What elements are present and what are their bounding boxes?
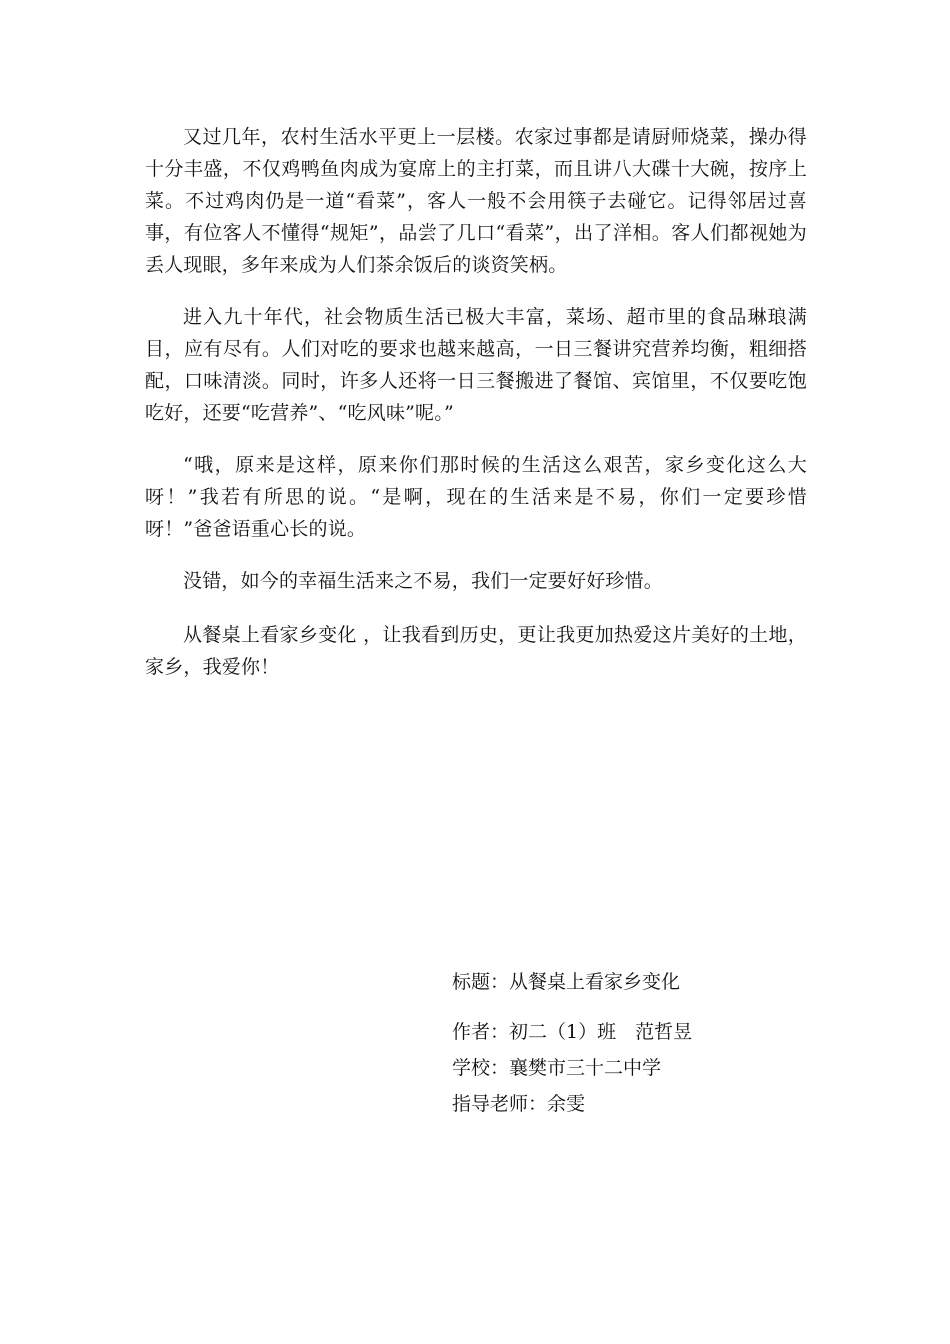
paragraph-5: 从餐桌上看家乡变化 ，让我看到历史，更让我更加热爱这片美好的土地，家乡，我爱你！ xyxy=(145,624,807,678)
essay-teacher: 指导老师：余雯 xyxy=(452,1093,586,1115)
paragraph-1: 又过几年，农村生活水平更上一层楼。农家过事都是请厨师烧菜，操办得十分丰盛，不仅鸡鸭鱼肉成为宴席上的主打菜，而且讲八大碟十大碗，按序上菜。不过鸡肉仍是一道“看菜”，客人一般不会用筷子去碰它。记得邻居过喜事，有位客人不懂得“规矩”，品尝了几口“看菜”，出了洋相。客人们都视她为丢人现眼，多年来成为人们茶余饭后的谈资笑柄。 xyxy=(145,126,807,276)
essay-body xyxy=(145,121,807,703)
meta-spacer xyxy=(452,1000,812,1014)
paragraph-2: 进入九十年代，社会物质生活已极大丰富，菜场、超市里的食品琳琅满目，应有尽有。人们对吃的要求也越来越高，一日三餐讲究营养均衡，粗细搭配，口味清淡。同时，许多人还将一日三餐搬进了餐馆、宾馆里，不仅要吃饱吃好，还要“吃营养”、“吃风味”呢。” xyxy=(145,306,807,424)
essay-author: 作者：初二（1）班 范哲昱 xyxy=(452,1021,693,1043)
paragraph-3: “哦，原来是这样，原来你们那时候的生活这么艰苦，家乡变化这么大呀！”我若有所思的说。“是啊，现在的生活来是不易，你们一定要珍惜呀！”爸爸语重心长的说。 xyxy=(145,454,807,540)
essay-title: 标题：从餐桌上看家乡变化 xyxy=(452,971,681,993)
essay-metadata xyxy=(452,964,812,1122)
paragraph-4: 没错，如今的幸福生活来之不易，我们一定要好好珍惜。 xyxy=(183,570,664,592)
essay-school: 学校：襄樊市三十二中学 xyxy=(452,1057,662,1079)
